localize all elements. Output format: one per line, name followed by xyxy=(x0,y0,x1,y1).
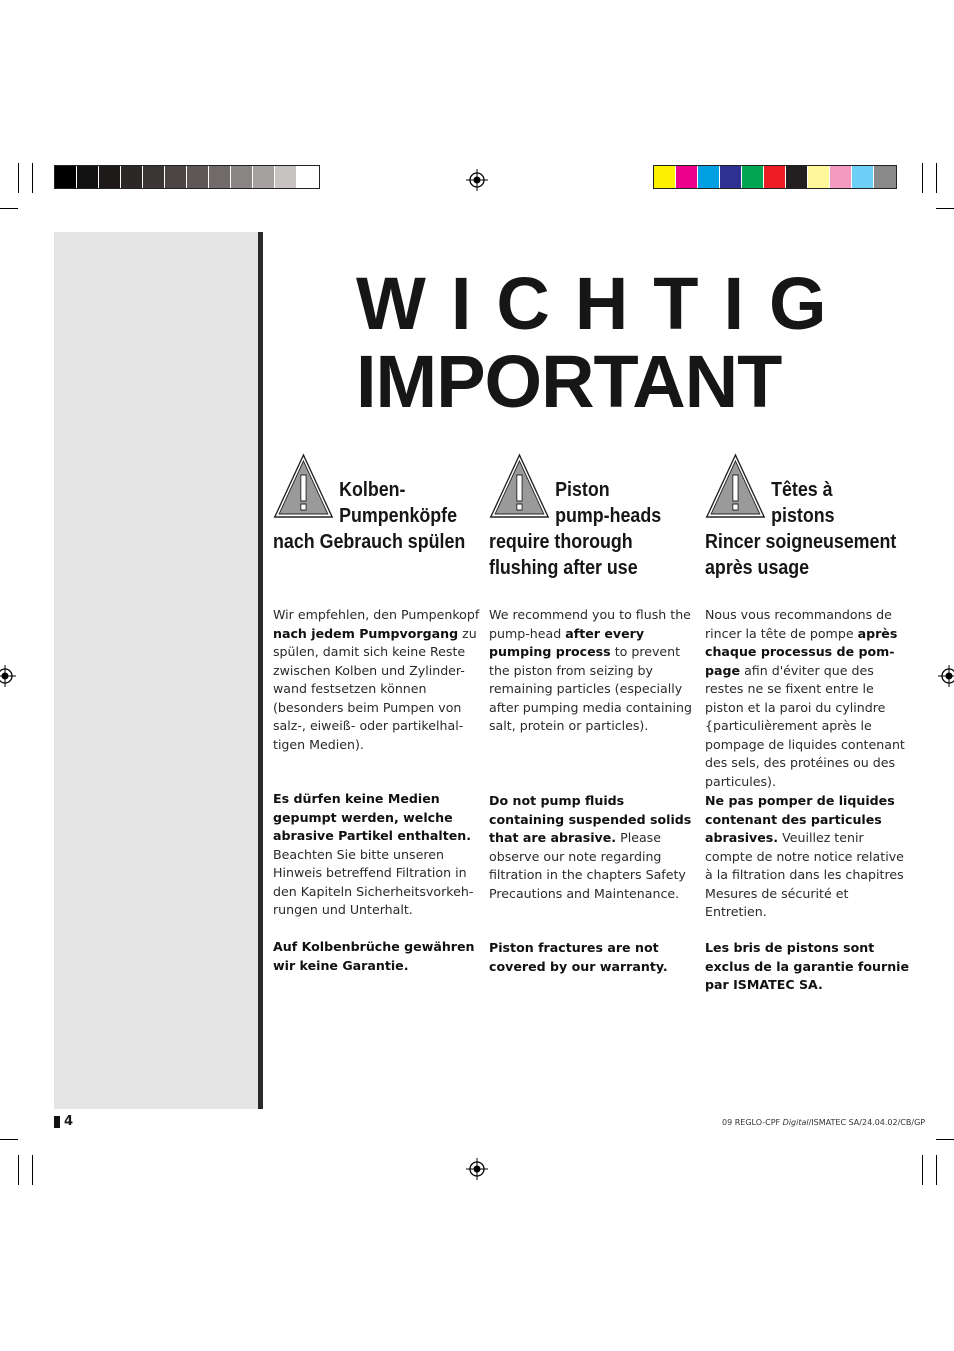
column-heading xyxy=(489,453,698,581)
text-run: Nous vous recommandons de rincer la tête de pompe xyxy=(705,607,892,641)
color-swatch xyxy=(77,166,99,188)
cmyk-color-bar xyxy=(653,165,897,189)
reference-suffix: /ISMATEC SA/24.04.02/CB/GP xyxy=(808,1118,926,1127)
bold-run: Auf Kolbenbrüche gewähren wir keine Garantie. xyxy=(273,939,475,973)
page-number xyxy=(54,1114,73,1129)
heading-first: Têtes à pistons xyxy=(771,478,835,527)
heading-second: require thorough flushing after use xyxy=(489,530,638,579)
bold-run: Ne pas pomper de liquides contenant des particules abrasives. xyxy=(705,793,895,845)
column-heading xyxy=(705,453,914,581)
color-swatch xyxy=(99,166,121,188)
color-swatch xyxy=(55,166,77,188)
text-run: Veuillez tenir compte de notre notice relative à la filtration dans les chapitres Mesures de sécurité et Entretien. xyxy=(705,830,904,919)
color-swatch xyxy=(231,166,253,188)
warning-triangle-icon xyxy=(489,453,550,523)
paragraph-abrasive xyxy=(489,792,697,903)
registration-mark-icon xyxy=(0,665,16,687)
paragraph-recommendation xyxy=(705,606,913,791)
color-swatch xyxy=(830,166,852,188)
reference-italic: Digital xyxy=(782,1118,809,1127)
color-swatch xyxy=(253,166,275,188)
registration-mark-icon xyxy=(466,1158,488,1180)
document-reference xyxy=(722,1118,925,1127)
text-run: zu spülen, damit sich keine Reste zwischen Kolben und Zylinder-wand festsetzen können (besonders beim Pumpen von salz-, eiweiß- oder partikelhal-tigen Medien). xyxy=(273,625,477,752)
title-wichtig: WICHTIG xyxy=(356,262,852,345)
color-swatch xyxy=(742,166,764,188)
paragraph-recommendation xyxy=(273,606,481,754)
vertical-rule xyxy=(258,232,263,1109)
bold-run: Do not pump fluids containing suspended solids that are abrasive. xyxy=(489,793,692,845)
text-run: Beachten Sie bitte unseren Hinweis betreffend Filtration in den Kapiteln Sicherheitsvorkeh-rungen und Unterhalt. xyxy=(273,846,474,917)
color-swatch xyxy=(187,166,209,188)
color-swatch xyxy=(143,166,165,188)
color-swatch xyxy=(720,166,742,188)
color-swatch xyxy=(852,166,874,188)
bold-run: Es dürfen keine Medien gepumpt werden, welche abrasive Partikel enthalten. xyxy=(273,791,472,843)
bold-run: nach jedem Pumpvorgang xyxy=(273,625,459,641)
reference-prefix: 09 REGLO-CPF xyxy=(722,1118,783,1127)
text-run: to prevent the piston from seizing by remaining particles (especially after pumping media containing salt, protein or particles). xyxy=(489,644,692,733)
paragraph-warranty xyxy=(705,939,913,995)
heading-first: Kolben- Pumpenköpfe xyxy=(339,478,458,527)
text-run: We recommend you to flush the pump-head xyxy=(489,607,691,641)
bold-run: après chaque processus de pom-page xyxy=(705,625,898,678)
color-swatch xyxy=(676,166,698,188)
color-swatch xyxy=(209,166,231,188)
text-run: Please observe our note regarding filtration in the chapters Safety Precautions and Maintenance. xyxy=(489,830,686,901)
warning-triangle-icon xyxy=(273,453,334,523)
heading-second: Rincer soigneusement après usage xyxy=(705,530,897,579)
paragraph-recommendation xyxy=(489,606,697,736)
color-swatch xyxy=(165,166,187,188)
paragraph-warranty xyxy=(273,938,481,975)
title-important: IMPORTANT xyxy=(356,340,782,423)
text-run: afin d'éviter que des restes ne se fixent entre le piston et la paroi du cylindre {particulièrement après le pompage de liquides contenant des sels, des protéines ou des particules). xyxy=(705,662,905,789)
paragraph-warranty xyxy=(489,939,697,976)
color-swatch xyxy=(764,166,786,188)
column-english xyxy=(489,453,697,974)
bold-run: Les bris de pistons sont exclus de la garantie fournie par ISMATEC SA. xyxy=(705,940,910,992)
column-french xyxy=(705,453,913,992)
registration-mark-icon xyxy=(938,665,954,687)
color-swatch xyxy=(654,166,676,188)
paragraph-abrasive xyxy=(705,792,913,922)
color-swatch xyxy=(808,166,830,188)
page-number-text: 4 xyxy=(64,1114,74,1129)
registration-mark-icon xyxy=(466,169,488,191)
page-marker xyxy=(54,1116,60,1128)
bold-run: after every pumping process xyxy=(489,625,645,659)
column-heading xyxy=(273,453,482,555)
heading-first: Piston pump-heads xyxy=(555,478,662,527)
bold-run: Piston fractures are not covered by our warranty. xyxy=(489,940,668,974)
color-swatch xyxy=(275,166,297,188)
color-swatch xyxy=(874,166,896,188)
column-german xyxy=(273,453,481,973)
heading-second: nach Gebrauch spülen xyxy=(273,530,466,553)
color-swatch xyxy=(698,166,720,188)
color-swatch xyxy=(121,166,143,188)
paragraph-abrasive xyxy=(273,790,481,920)
text-run: Wir empfehlen, den Pumpenkopf xyxy=(273,607,480,622)
color-swatch xyxy=(786,166,808,188)
color-swatch xyxy=(297,166,319,188)
sidebar-panel xyxy=(54,232,259,1109)
warning-triangle-icon xyxy=(705,453,766,523)
grayscale-color-bar xyxy=(54,165,320,189)
